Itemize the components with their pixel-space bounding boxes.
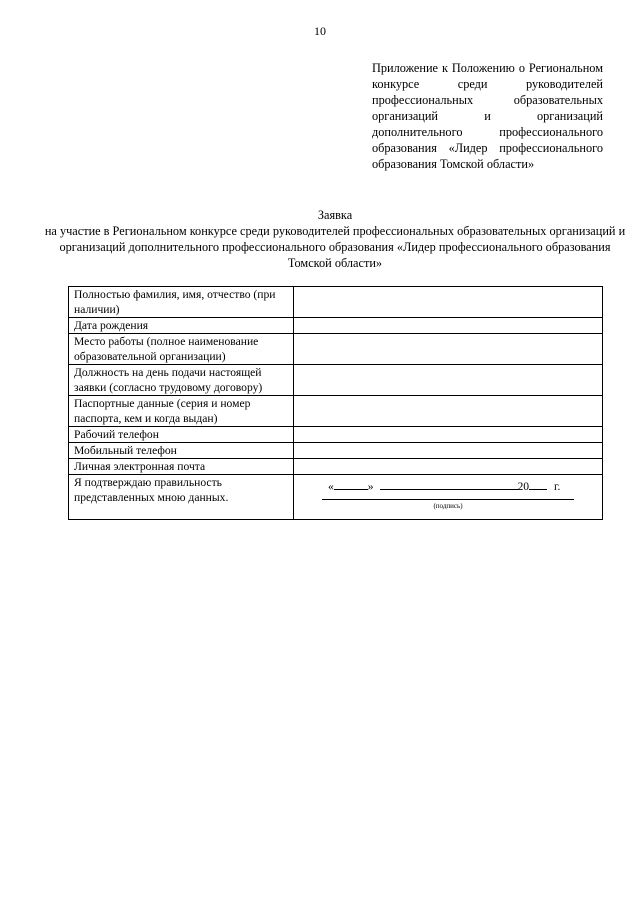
table-row [69, 475, 603, 520]
year-prefix: 20 [517, 480, 530, 493]
row-label-email: Личная электронная почта [69, 459, 294, 475]
email-field[interactable] [294, 459, 603, 475]
row-label-mobile-phone: Мобильный телефон [69, 443, 294, 459]
table-row [69, 459, 603, 475]
table-row [69, 427, 603, 443]
table-row [69, 318, 603, 334]
passport-field[interactable] [294, 396, 603, 427]
month-blank[interactable] [380, 478, 518, 490]
row-label-passport: Паспортные данные (серия и номер паспорта, кем и когда выдан) [69, 396, 294, 427]
table-row [69, 334, 603, 365]
workplace-field[interactable] [294, 334, 603, 365]
date-line [328, 478, 560, 494]
table-row [69, 287, 603, 318]
full-name-field[interactable] [294, 287, 603, 318]
row-label-workplace: Место работы (полное наименование образовательной организации) [69, 334, 294, 365]
form-title: Заявка [317, 208, 353, 222]
page-number: 10 [314, 24, 326, 38]
signature-caption: (подпись) [433, 502, 463, 510]
table-row [69, 443, 603, 459]
row-label-confirmation: Я подтверждаю правильность представленных мною данных. [69, 475, 294, 520]
appendix-note: Приложение к Положению о Региональном конкурсе среди руководителей профессиональных образовательных организаций и организаций дополнительного профессионального образования «Лидер профессионального образования Томской области» [372, 61, 603, 171]
open-quote: « [328, 480, 334, 493]
year-blank[interactable] [529, 478, 547, 490]
mobile-phone-field[interactable] [294, 443, 603, 459]
form-heading [40, 207, 630, 271]
row-label-full-name: Полностью фамилия, имя, отчество (при наличии) [69, 287, 294, 318]
close-quote: » [367, 480, 374, 493]
row-label-birth-date: Дата рождения [69, 318, 294, 334]
application-form-table [68, 286, 603, 520]
table-row [69, 365, 603, 396]
row-label-work-phone: Рабочий телефон [69, 427, 294, 443]
signature-line[interactable] [322, 499, 574, 500]
row-label-position: Должность на день подачи настоящей заявки (согласно трудовому договору) [69, 365, 294, 396]
form-subtitle: на участие в Региональном конкурсе среди руководителей профессиональных образовательных организаций и организаций дополнительного профессионального образования «Лидер профессионального образования Томской области» [44, 224, 626, 270]
position-field[interactable] [294, 365, 603, 396]
year-suffix: г. [554, 480, 561, 493]
birth-date-field[interactable] [294, 318, 603, 334]
work-phone-field[interactable] [294, 427, 603, 443]
table-row [69, 396, 603, 427]
day-blank[interactable] [334, 478, 368, 490]
confirmation-signature-cell[interactable] [294, 475, 603, 520]
